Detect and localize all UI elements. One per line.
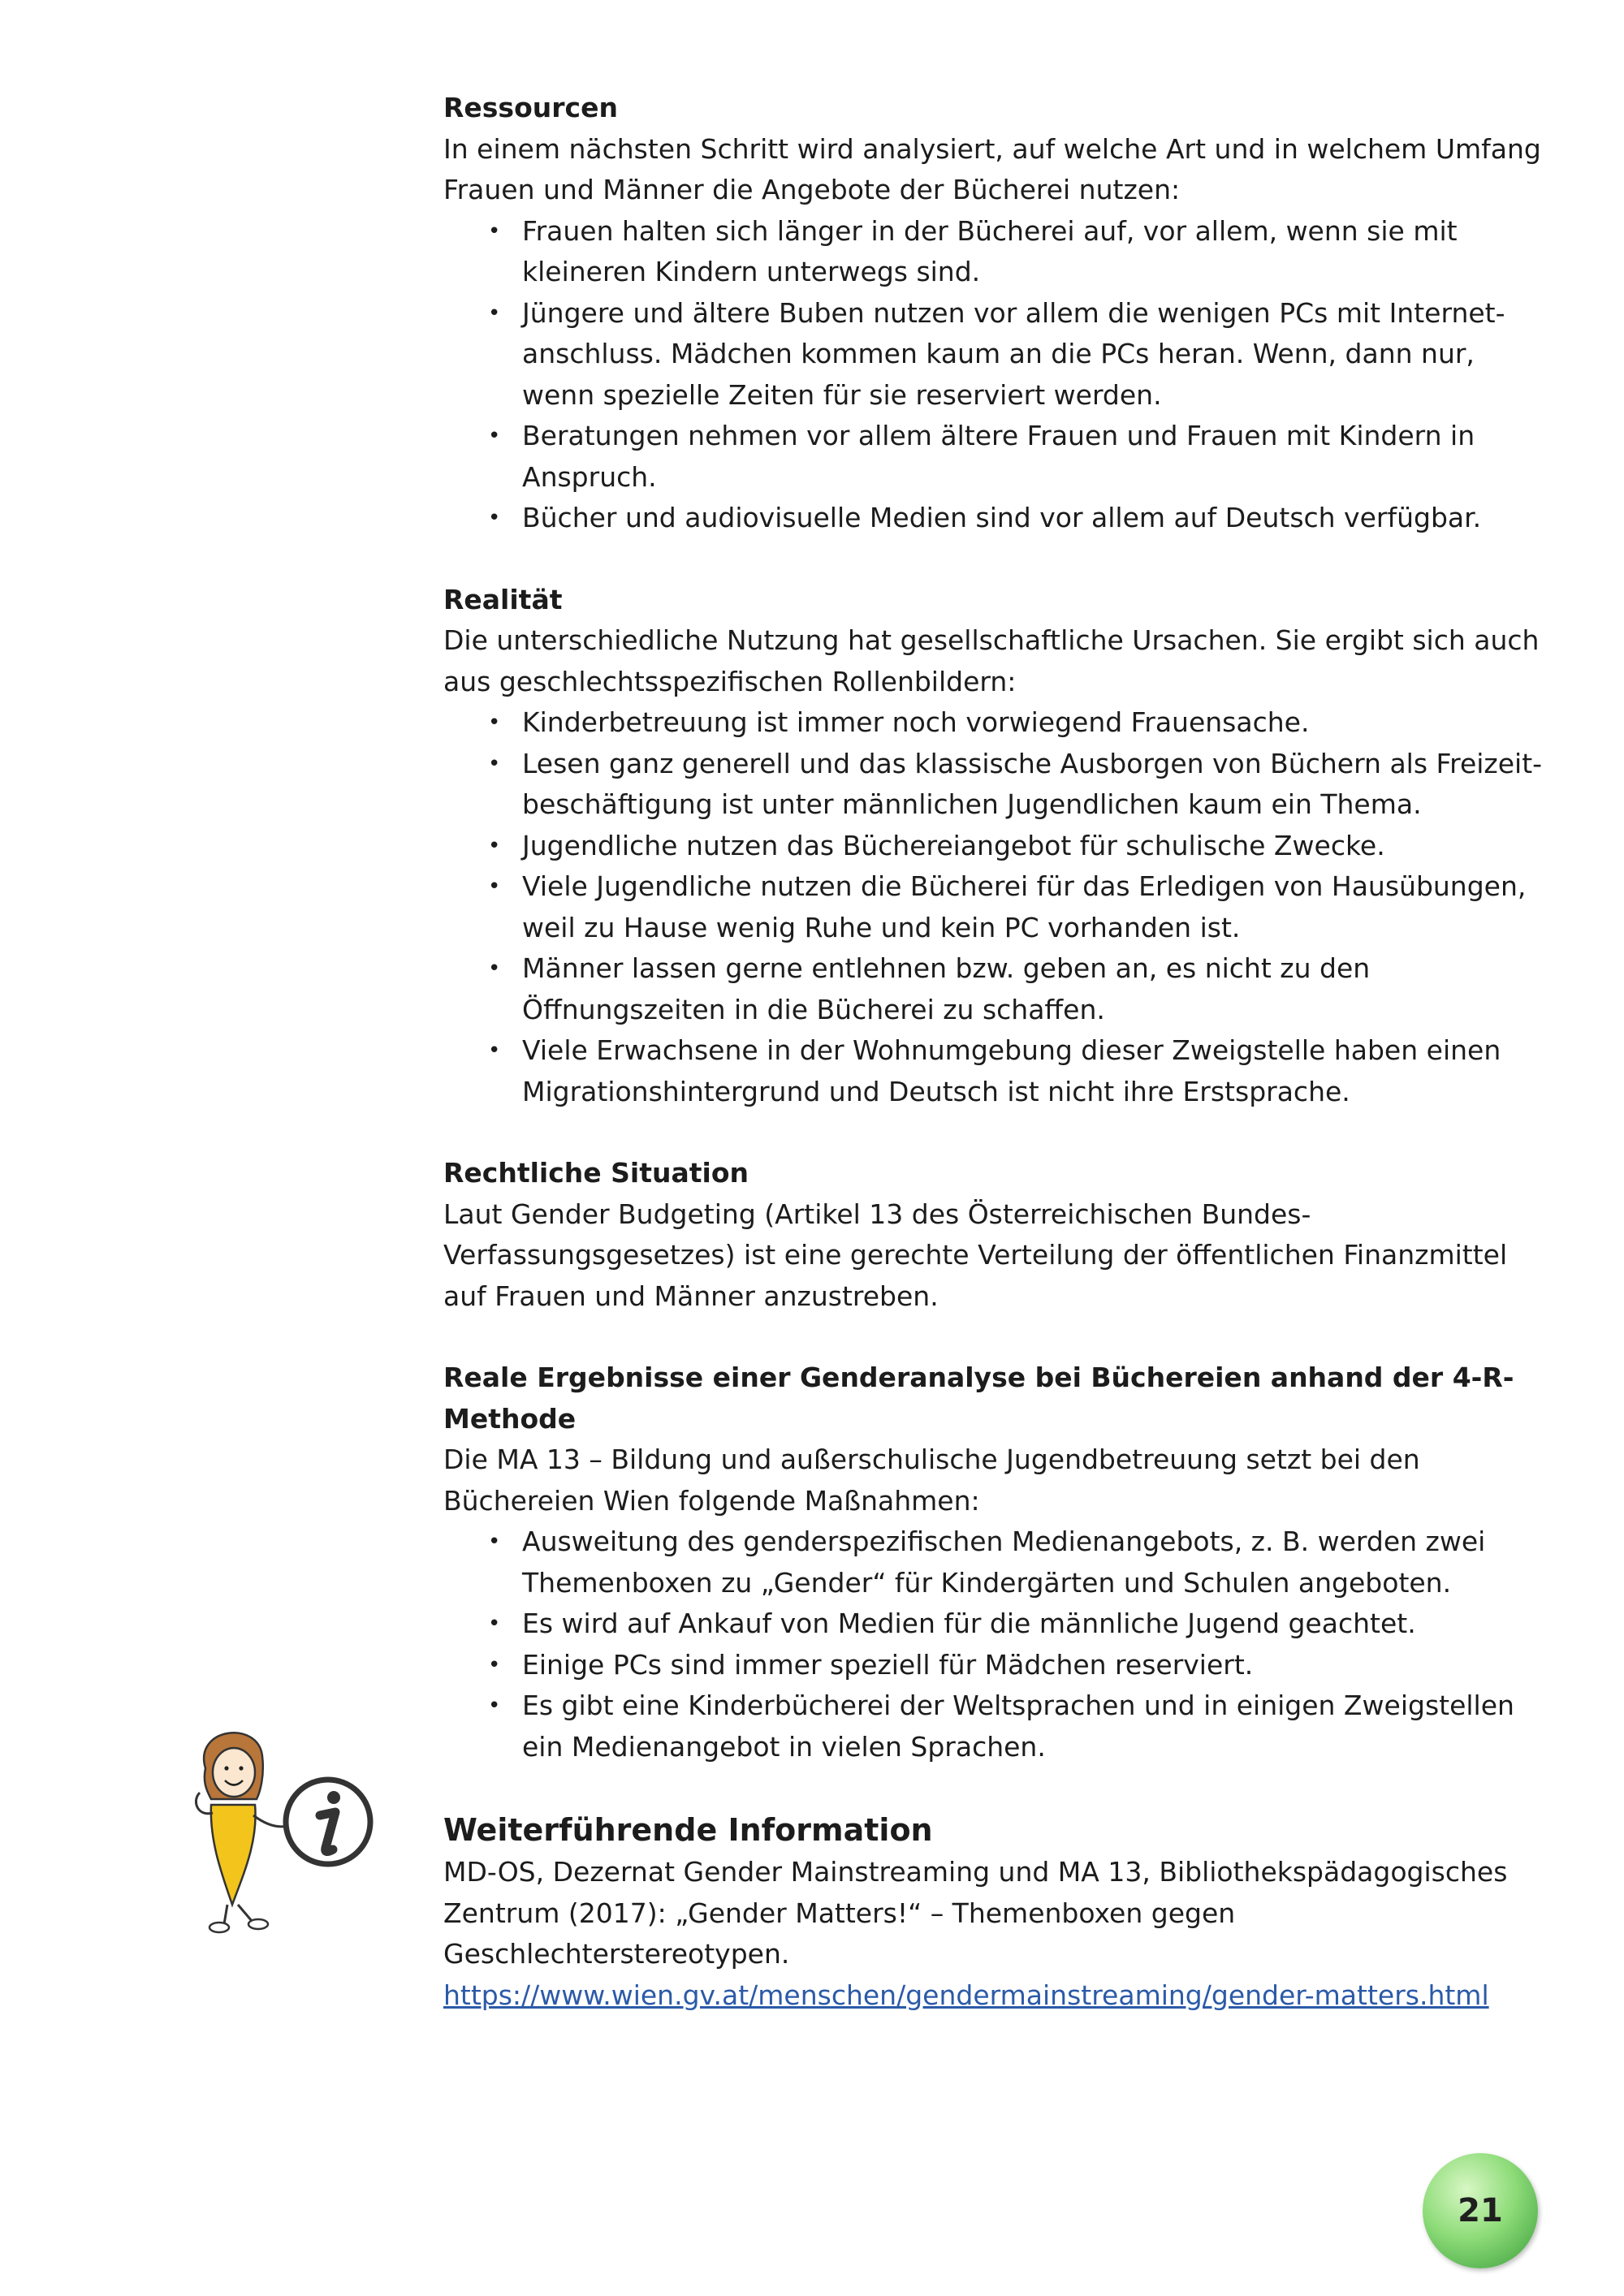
- info-title: Weiterführende Information: [443, 1812, 933, 1848]
- list-item: • Einige PCs sind immer speziell für Mädchen reserviert.: [443, 1645, 1548, 1686]
- section-realitaet: [443, 580, 1548, 1113]
- bullet-icon: •: [488, 833, 501, 858]
- bullet-icon: •: [488, 424, 501, 448]
- bullet-list: [443, 211, 1548, 539]
- page-number-badge: [1423, 2153, 1538, 2268]
- list-item: • Jugendliche nutzen das Büchereiangebot für schulische Zwecke.: [443, 826, 1548, 867]
- bullet-icon: •: [488, 506, 501, 530]
- bullet-icon: •: [488, 751, 501, 776]
- bullet-icon: •: [488, 1038, 501, 1063]
- info-character-icon: [161, 1711, 398, 1955]
- list-item: • Lesen ganz generell und das klassische Ausborgen von Büchern als Freizeitbeschäftigung ist unter männlichen Jugendlichen kaum ein Thema.: [443, 744, 1548, 826]
- section-heading: Reale Ergebnisse einer Genderanalyse bei Büchereien anhand der 4-R-Methode: [443, 1362, 1514, 1435]
- bullet-icon: •: [488, 710, 501, 735]
- section-intro: Die unterschiedliche Nutzung hat gesellschaftliche Ursachen. Sie ergibt sich auch aus geschlechtsspezifischen Rollenbildern:: [443, 624, 1540, 697]
- list-item: • Jüngere und ältere Buben nutzen vor allem die wenigen PCs mit Internetanschluss. Mädchen kommen kaum an die PCs heran. Wenn, dann nur, wenn spezielle Zeiten für sie reserviert werden.: [443, 293, 1548, 416]
- bullet-icon: •: [488, 300, 501, 326]
- list-item: • Viele Jugendliche nutzen die Bücherei für das Erledigen von Hausübungen, weil zu Hause wenig Ruhe und kein PC vorhanden ist.: [443, 866, 1548, 948]
- list-item: • Beratungen nehmen vor allem ältere Frauen und Frauen mit Kindern in Anspruch.: [443, 416, 1548, 498]
- page-content: [443, 88, 1548, 2056]
- info-link[interactable]: https://www.wien.gv.at/menschen/gendermainstreaming/gender-matters.html: [443, 1979, 1489, 2011]
- section-ressourcen: [443, 88, 1548, 539]
- section-weiterfuehrende-information: [443, 1808, 1548, 2016]
- bullet-icon: •: [488, 1530, 501, 1554]
- list-item: • Es gibt eine Kinderbücherei der Weltsprachen und in einigen Zweigstellen ein Medienangebot in vielen Sprachen.: [443, 1685, 1548, 1767]
- info-text: MD-OS, Dezernat Gender Mainstreaming und MA 13, Bibliothekspädagogisches Zentrum (2017): „Gender Matters!“ – Themenboxen gegen Geschlechterstereotypen.: [443, 1856, 1508, 1970]
- list-item: • Kinderbetreuung ist immer noch vorwiegend Frauensache.: [443, 702, 1548, 744]
- bullet-icon: •: [488, 1694, 501, 1718]
- section-heading: Rechtliche Situation: [443, 1157, 749, 1189]
- bullet-list: [443, 1521, 1548, 1767]
- list-item: • Viele Erwachsene in der Wohnumgebung dieser Zweigstelle haben einen Migrationshintergrund und Deutsch ist nicht ihre Erstsprache.: [443, 1030, 1548, 1112]
- list-item: • Frauen halten sich länger in der Bücherei auf, vor allem, wenn sie mit kleineren Kindern unterwegs sind.: [443, 211, 1548, 293]
- bullet-list: [443, 702, 1548, 1112]
- section-intro: In einem nächsten Schritt wird analysiert, auf welche Art und in welchem Umfang Frauen und Männer die Angebote der Bücherei nutzen:: [443, 132, 1541, 205]
- section-intro: Die MA 13 – Bildung und außerschulische Jugendbetreuung setzt bei den Büchereien Wien folgende Maßnahmen:: [443, 1444, 1420, 1517]
- list-item: • Es wird auf Ankauf von Medien für die männliche Jugend geachtet.: [443, 1603, 1548, 1645]
- bullet-icon: •: [488, 1652, 501, 1677]
- list-item: • Ausweitung des genderspezifischen Medienangebots, z. B. werden zwei Themenboxen zu „Gender“ für Kindergärten und Schulen angeboten.: [443, 1521, 1548, 1603]
- bullet-icon: •: [488, 874, 501, 899]
- bullet-icon: •: [488, 1612, 501, 1636]
- section-reale-ergebnisse: [443, 1357, 1548, 1767]
- bullet-icon: •: [488, 956, 501, 981]
- section-heading: Ressourcen: [443, 92, 618, 123]
- bullet-icon: •: [488, 218, 501, 244]
- page-number: 21: [1458, 2192, 1503, 2229]
- list-item: • Männer lassen gerne entlehnen bzw. geben an, es nicht zu den Öffnungszeiten in die Bücherei zu schaffen.: [443, 948, 1548, 1030]
- list-item: • Bücher und audiovisuelle Medien sind vor allem auf Deutsch verfügbar.: [443, 498, 1548, 539]
- section-intro: Laut Gender Budgeting (Artikel 13 des Österreichischen Bundes-Verfassungsgesetzes) ist eine gerechte Verteilung der öffentlichen Finanzmittel auf Frauen und Männer anzustreben.: [443, 1198, 1508, 1312]
- section-rechtliche-situation: [443, 1153, 1548, 1317]
- section-heading: Realität: [443, 583, 563, 615]
